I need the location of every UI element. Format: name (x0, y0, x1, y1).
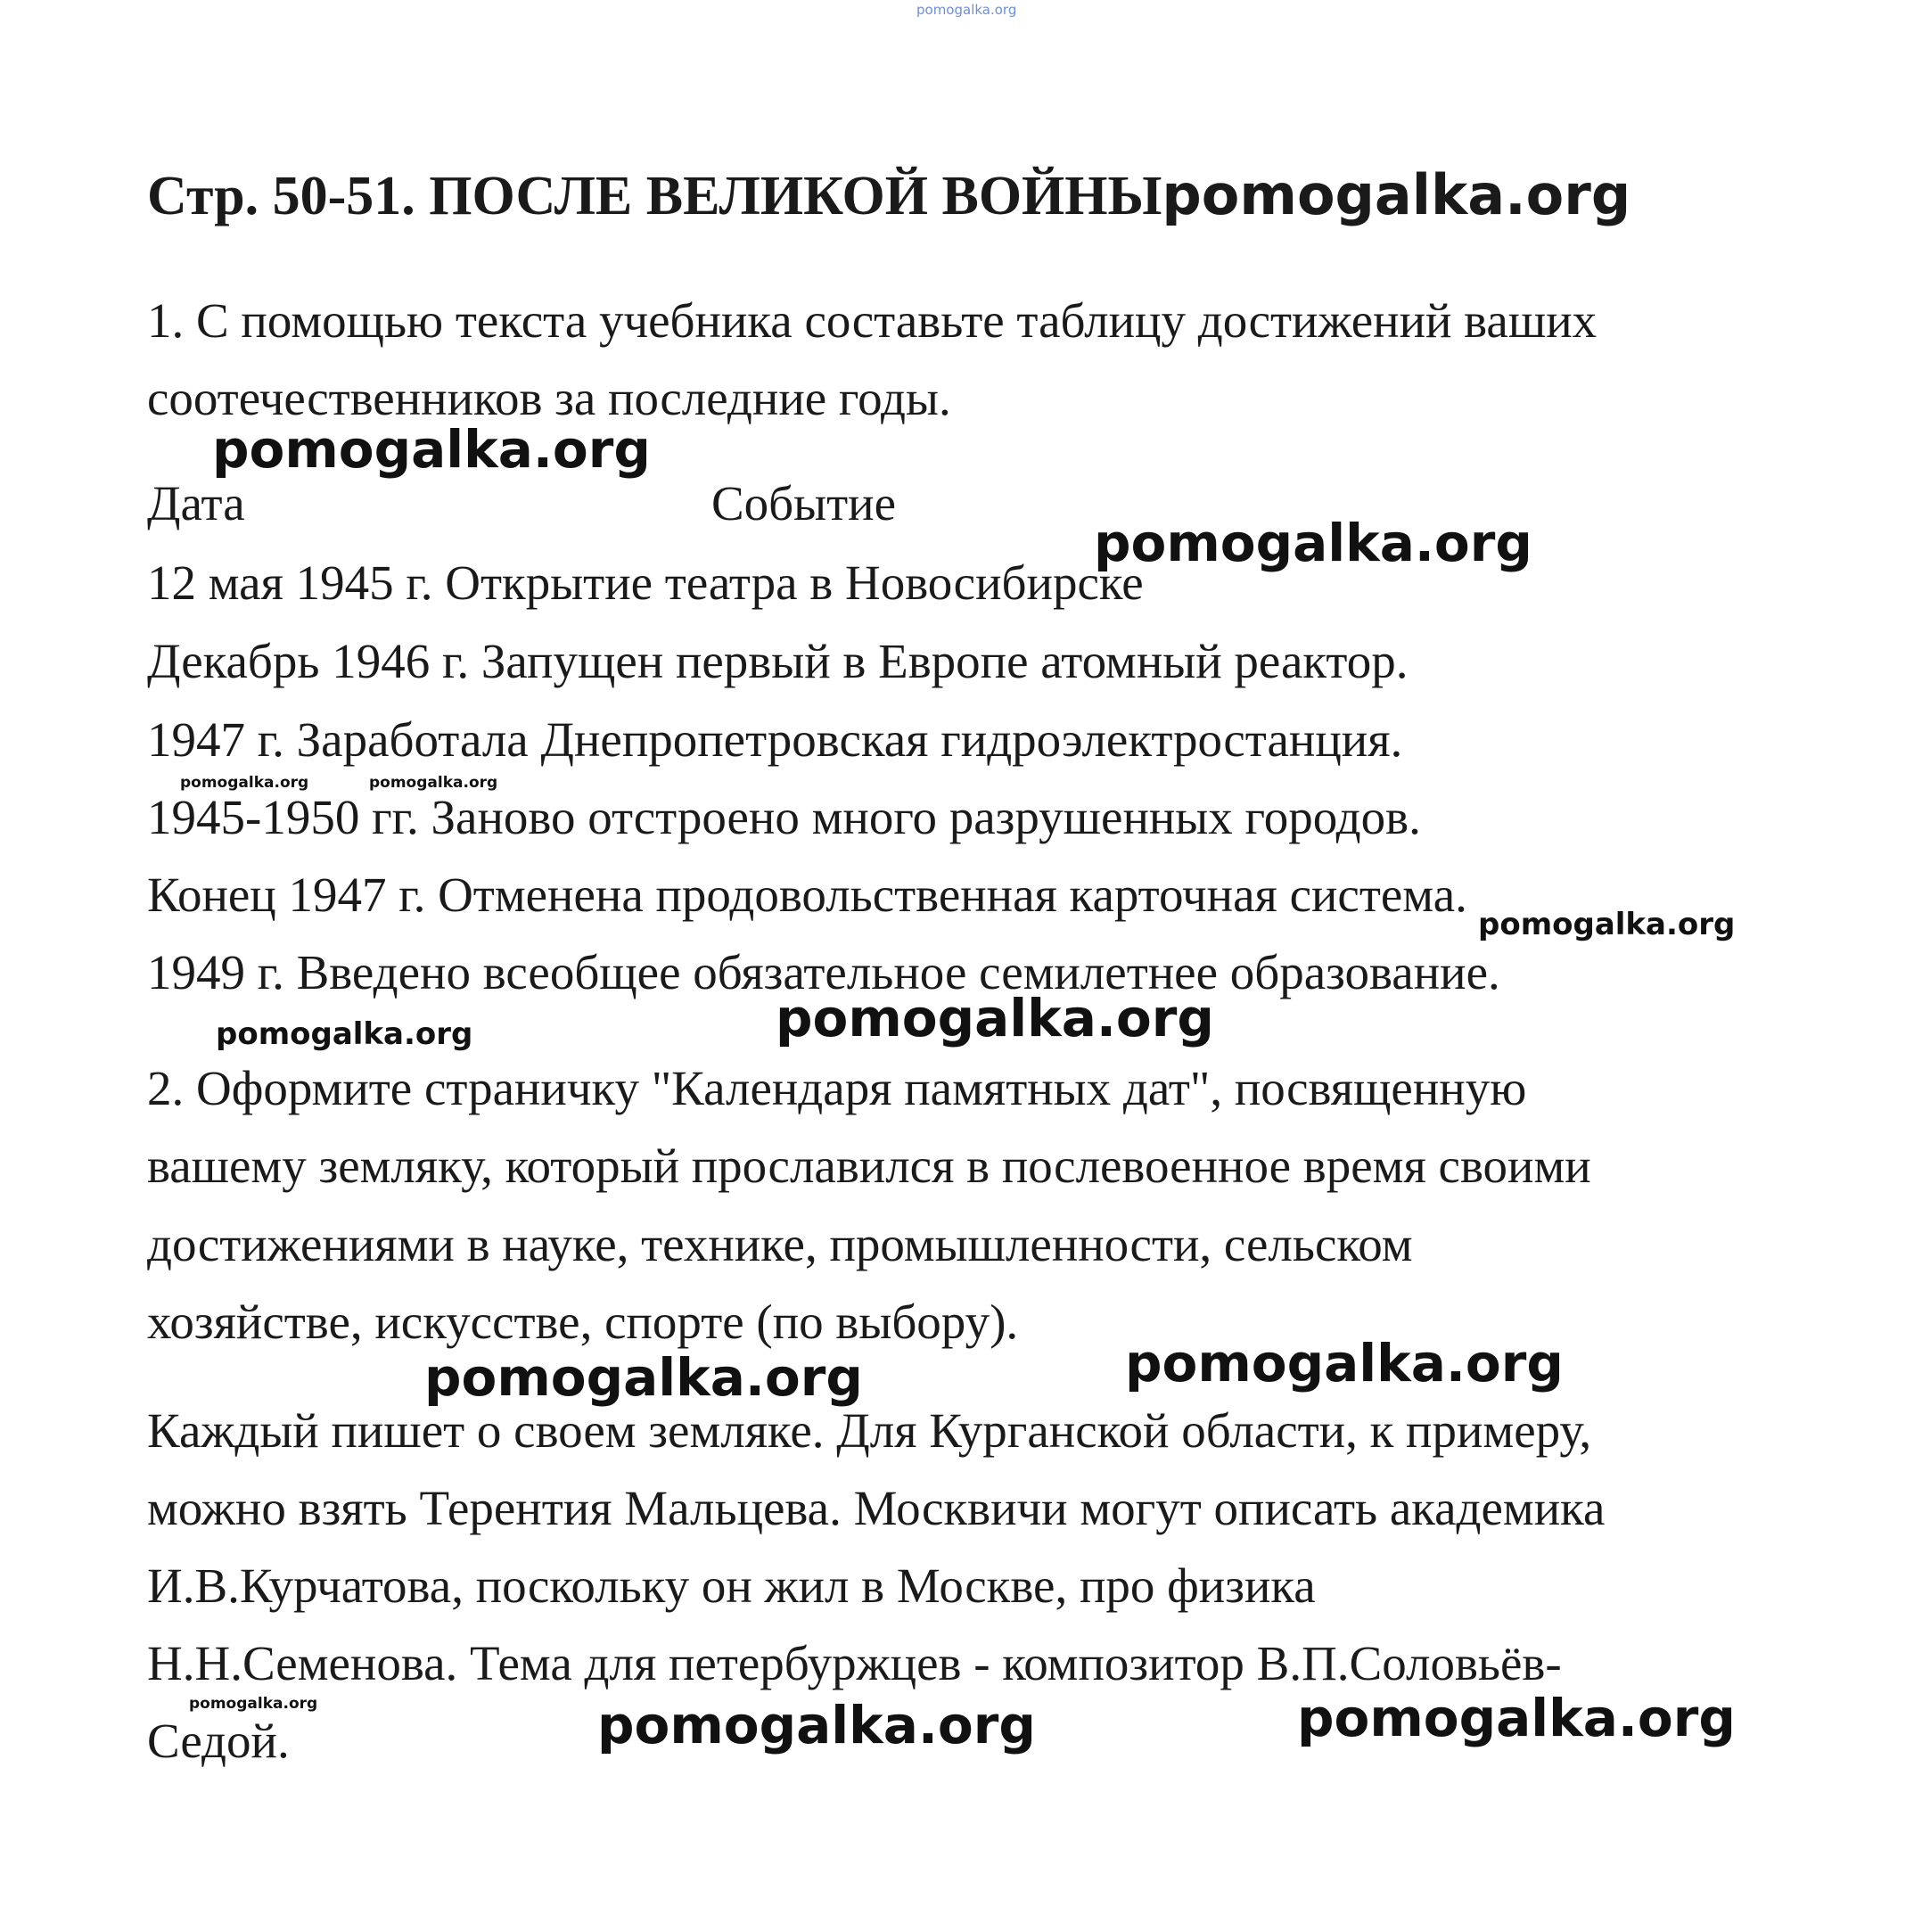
task2-line: 2. Оформите страничку "Календаря памятных дат", посвященную (147, 1061, 1527, 1115)
watermark: pomogalka.org (369, 774, 498, 792)
watermark: pomogalka.org (180, 774, 309, 792)
table-header-row (147, 476, 897, 530)
task1-line-1: 1. С помощью текста учебника составьте таблицу достижений ваших (147, 293, 1598, 348)
watermark: pomogalka.org (424, 1347, 863, 1408)
watermark: pomogalka.org (1094, 513, 1532, 573)
task2-line: вашему земляку, который прославился в послевоенное время своими (147, 1139, 1591, 1193)
title-watermark: pomogalka.org (1162, 162, 1631, 227)
task2-line: достижениями в науке, технике, промышленности, сельском (147, 1217, 1413, 1271)
table-row: 12 мая 1945 г. Открытие театра в Новосибирске (147, 555, 1144, 610)
watermark: pomogalka.org (216, 1016, 473, 1052)
answer2-line: можно взять Терентия Мальцева. Москвичи могут описать академика (147, 1481, 1606, 1535)
watermark: pomogalka.org (1478, 907, 1736, 942)
table-row: Конец 1947 г. Отменена продовольственная карточная система. (147, 867, 1467, 922)
watermark: pomogalka.org (776, 988, 1214, 1048)
table-row: 1949 г. Введено всеобщее обязательное семилетнее образование. (147, 945, 1500, 999)
page-title (147, 162, 1630, 228)
task1-line-2: соотечественников за последние годы. (147, 371, 951, 425)
answer2-line: Седой. (147, 1714, 290, 1768)
page-title-text: Стр. 50-51. ПОСЛЕ ВЕЛИКОЙ ВОЙНЫ (147, 166, 1162, 226)
table-header-date: Дата (147, 476, 245, 530)
watermark: pomogalka.org (1125, 1333, 1564, 1394)
watermark: pomogalka.org (212, 419, 651, 480)
answer2-line: Каждый пишет о своем земляке. Для Курганской области, к примеру, (147, 1403, 1592, 1458)
table-header-event: Событие (711, 476, 897, 530)
watermark-top: pomogalka.org (916, 2, 1017, 18)
watermark: pomogalka.org (597, 1695, 1036, 1755)
table-row: 1947 г. Заработала Днепропетровская гидроэлектростанция. (147, 712, 1403, 767)
watermark: pomogalka.org (189, 1695, 318, 1713)
table-row: Декабрь 1946 г. Запущен первый в Европе атомный реактор. (147, 634, 1409, 688)
watermark: pomogalka.org (1297, 1688, 1736, 1748)
table-row: 1945-1950 гг. Заново отстроено много разрушенных городов. (147, 790, 1421, 844)
task2-line: хозяйстве, искусстве, спорте (по выбору). (147, 1295, 1019, 1349)
answer2-line: И.В.Курчатова, поскольку он жил в Москве, про физика (147, 1558, 1316, 1613)
answer2-line: Н.Н.Семенова. Тема для петербуржцев - композитор В.П.Соловьёв- (147, 1636, 1562, 1690)
